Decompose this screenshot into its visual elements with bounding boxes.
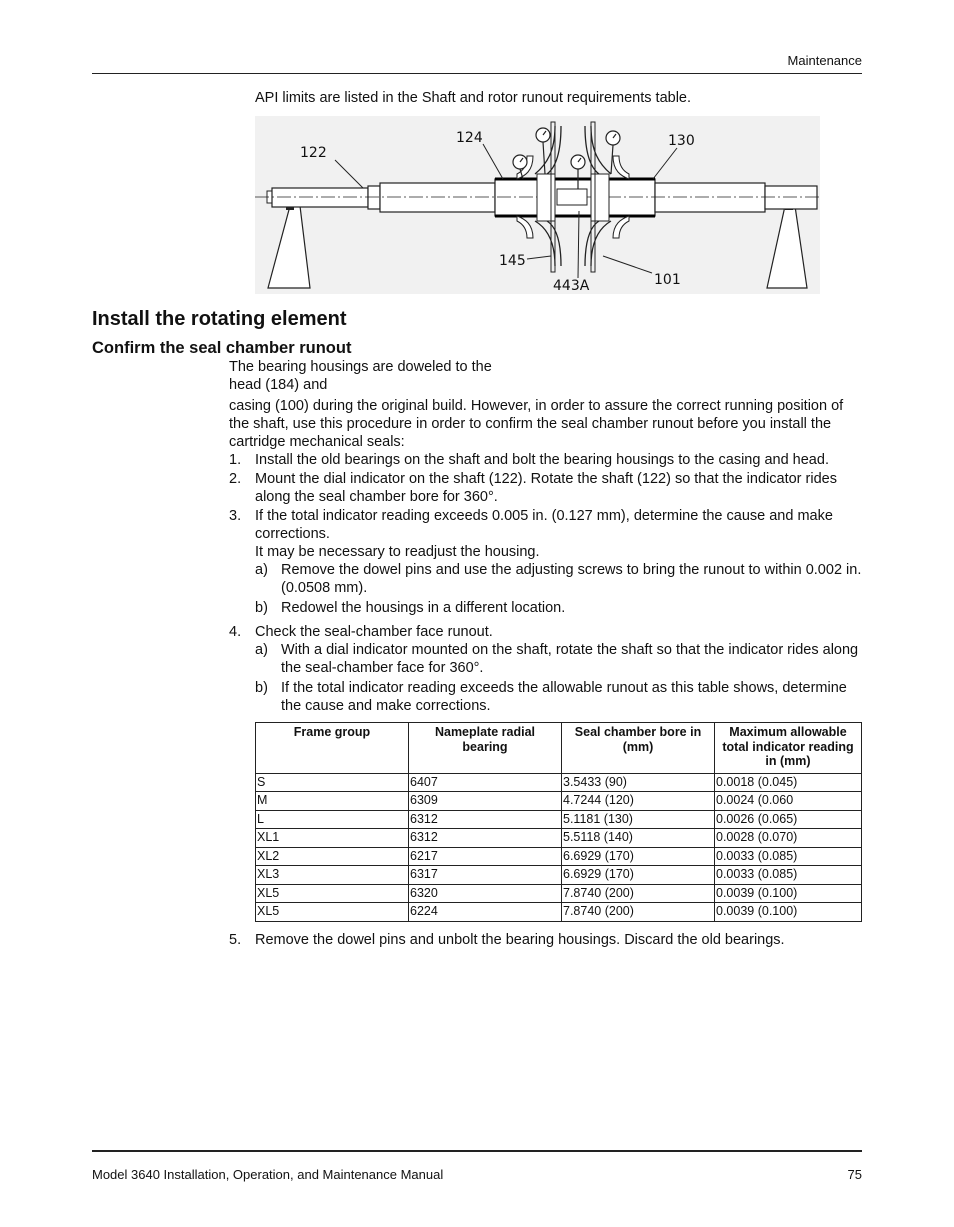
sub-step-letter: b) — [255, 680, 268, 696]
table-cell: M — [256, 792, 409, 811]
table-row — [256, 847, 862, 866]
footer-rule — [92, 1150, 862, 1152]
table-cell: 5.5118 (140) — [562, 829, 715, 848]
list-item — [229, 931, 863, 949]
sub-steps — [255, 561, 863, 617]
step-text: If the total indicator reading exceeds 0.005 in. (0.127 mm), determine the cause and make corrections. — [255, 508, 833, 542]
table-cell: 6312 — [409, 810, 562, 829]
callout-101: 101 — [654, 272, 681, 288]
table-cell: 7.8740 (200) — [562, 903, 715, 922]
list-item — [255, 641, 863, 677]
table-cell: 3.5433 (90) — [562, 773, 715, 792]
callout-443a: 443A — [553, 278, 590, 294]
table-cell: 0.0026 (0.065) — [715, 810, 862, 829]
table-cell: 6217 — [409, 847, 562, 866]
sub-steps — [255, 641, 863, 715]
table-cell: 5.1181 (130) — [562, 810, 715, 829]
sub-step-text: Redowel the housings in a different location. — [281, 600, 566, 616]
list-item — [229, 451, 863, 469]
sub-step-text: With a dial indicator mounted on the shaft, rotate the shaft so that the indicator rides along the seal-chamber face for 360°. — [281, 642, 859, 676]
callout-130: 130 — [668, 133, 695, 149]
table-cell: S — [256, 773, 409, 792]
table-cell: 6317 — [409, 866, 562, 885]
table-cell: 4.7244 (120) — [562, 792, 715, 811]
list-item — [255, 679, 863, 715]
column-header: Seal chamber bore in (mm) — [562, 723, 715, 774]
footer-manual-title: Model 3640 Installation, Operation, and Maintenance Manual — [92, 1167, 444, 1182]
step-number: 2. — [229, 471, 242, 487]
table-cell: L — [256, 810, 409, 829]
sub-step-text: Remove the dowel pins and use the adjusting screws to bring the runout to within 0.002 in. (0.0508 mm). — [281, 562, 862, 596]
table-cell: 0.0039 (0.100) — [715, 903, 862, 922]
column-header: Maximum allowable total indicator reading in (mm) — [715, 723, 862, 774]
running-header-section: Maintenance — [787, 53, 862, 68]
callout-122: 122 — [300, 145, 327, 161]
table-cell: 6407 — [409, 773, 562, 792]
procedure-final-step — [229, 931, 863, 950]
shaft-left-end — [272, 188, 368, 207]
table-cell: 6224 — [409, 903, 562, 922]
table-cell: 0.0033 (0.085) — [715, 866, 862, 885]
table-cell: 6.6929 (170) — [562, 847, 715, 866]
sub-step-letter: b) — [255, 600, 268, 616]
step-number: 5. — [229, 932, 242, 948]
shaft-runout-figure — [255, 116, 820, 294]
table-cell: 0.0024 (0.060 — [715, 792, 862, 811]
table-cell: 6320 — [409, 884, 562, 903]
step-note: It may be necessary to readjust the housing. — [255, 544, 540, 560]
page-number: 75 — [847, 1167, 862, 1182]
column-header: Frame group — [256, 723, 409, 774]
list-item — [255, 561, 863, 597]
sub-step-letter: a) — [255, 642, 268, 658]
sub-step-text: If the total indicator reading exceeds the allowable runout as this table shows, determine the cause and make corrections. — [281, 680, 847, 714]
table-cell: 6312 — [409, 829, 562, 848]
table-cell: XL2 — [256, 847, 409, 866]
step-text: Install the old bearings on the shaft and bolt the bearing housings to the casing and head. — [255, 452, 829, 468]
header-rule — [92, 73, 862, 74]
table-cell: XL3 — [256, 866, 409, 885]
table-row — [256, 792, 862, 811]
step-number: 1. — [229, 452, 242, 468]
runout-table — [255, 722, 862, 922]
callout-124: 124 — [456, 130, 483, 146]
table-cell: XL5 — [256, 903, 409, 922]
table-row — [256, 810, 862, 829]
shaft-runout-diagram — [255, 116, 820, 294]
table-cell: 0.0039 (0.100) — [715, 884, 862, 903]
table-cell: 7.8740 (200) — [562, 884, 715, 903]
paragraph-long: casing (100) during the original build. However, in order to assure the correct running position of the shaft, use this procedure in order to confirm the seal chamber runout before you install the cartridge mechanical seals: — [229, 398, 844, 450]
list-item — [229, 470, 863, 506]
table-cell: 0.0028 (0.070) — [715, 829, 862, 848]
callout-145: 145 — [499, 253, 526, 269]
step-text: Remove the dowel pins and unbolt the bearing housings. Discard the old bearings. — [255, 932, 785, 948]
table-row — [256, 903, 862, 922]
table-cell: 6309 — [409, 792, 562, 811]
section-heading: Install the rotating element — [92, 308, 347, 330]
list-item — [229, 507, 863, 617]
table-cell: 0.0018 (0.045) — [715, 773, 862, 792]
list-item — [229, 623, 863, 715]
table-cell: 6.6929 (170) — [562, 866, 715, 885]
shaft-right-end — [765, 186, 817, 209]
step-number: 4. — [229, 624, 242, 640]
table-row — [256, 773, 862, 792]
sub-step-letter: a) — [255, 562, 268, 578]
step-text: Mount the dial indicator on the shaft (122). Rotate the shaft (122) so that the indicator rides along the seal chamber bore for 360°. — [255, 471, 837, 505]
procedure-steps-continued — [229, 623, 863, 717]
table-header-row — [256, 723, 862, 774]
table-cell: XL1 — [256, 829, 409, 848]
subsection-heading: Confirm the seal chamber runout — [92, 339, 352, 357]
table-row — [256, 866, 862, 885]
procedure-steps — [229, 451, 863, 619]
intro-paragraph: API limits are listed in the Shaft and rotor runout requirements table. — [255, 90, 692, 106]
table-row — [256, 829, 862, 848]
column-header: Nameplate radial bearing — [409, 723, 562, 774]
table-row — [256, 884, 862, 903]
table-cell: 0.0033 (0.085) — [715, 847, 862, 866]
step-text: Check the seal-chamber face runout. — [255, 624, 493, 640]
paragraph-short: The bearing housings are doweled to the head (184) and — [229, 359, 492, 393]
step-number: 3. — [229, 508, 242, 524]
table-cell: XL5 — [256, 884, 409, 903]
list-item — [255, 599, 863, 617]
